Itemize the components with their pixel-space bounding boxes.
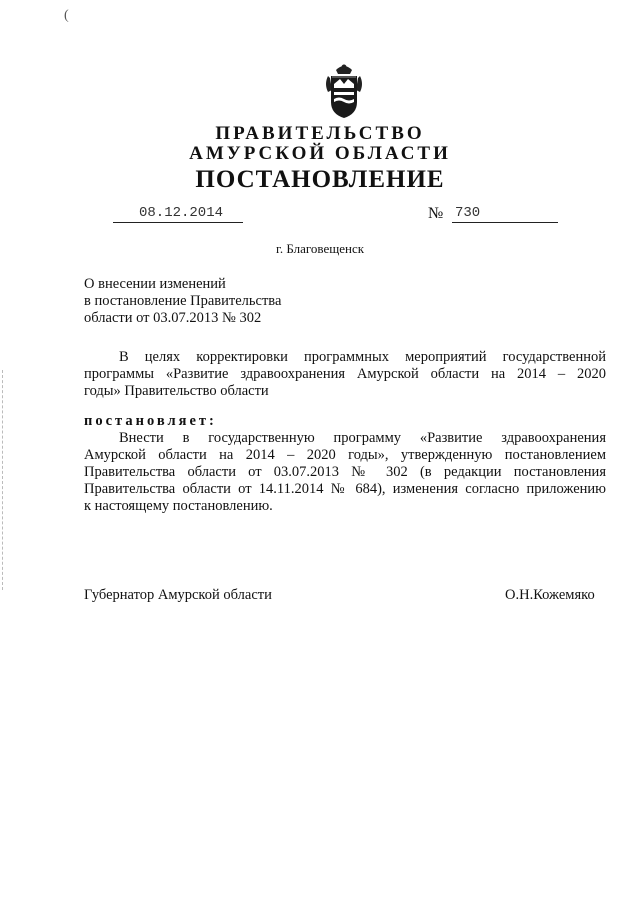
government-name-line1: ПРАВИТЕЛЬСТВО [215, 123, 425, 144]
decision-line: к настоящему постановлению. [84, 498, 273, 514]
document-number: 730 [452, 205, 558, 223]
government-name-line2: АМУРСКОЙ ОБЛАСТИ [189, 143, 451, 164]
city-label: г. Благовещенск [275, 241, 365, 256]
subject-line: области от 03.07.2013 № 302 [84, 310, 262, 326]
preamble-line: В целях корректировки программных мероприятий государственной [119, 349, 606, 365]
document-type-title: ПОСТАНОВЛЕНИЕ [195, 166, 445, 193]
decision-line: Внести в государственную программу «Развитие здравоохранения [119, 430, 606, 446]
signatory-name: О.Н.Кожемяко [505, 587, 595, 603]
decision-line: Правительства области от 14.11.2014 № 684), изменения согласно приложению [84, 481, 606, 497]
number-sign: № [428, 205, 444, 222]
decision-paragraph [84, 430, 606, 515]
signatory-position: Губернатор Амурской области [84, 587, 272, 603]
preamble-line: программы «Развитие здравоохранения Амурской области на 2014 – 2020 [84, 366, 606, 382]
decision-line: Правительства области от 03.07.2013 № 302 (в редакции постановления [84, 464, 606, 480]
document-subject [84, 276, 281, 327]
document-date: 08.12.2014 [113, 205, 243, 223]
coat-of-arms-icon [322, 62, 366, 120]
decree-word: постановляет: [84, 413, 217, 429]
preamble-line: годы» Правительство области [84, 383, 269, 399]
subject-line: в постановление Правительства [84, 293, 282, 309]
corner-mark: ( [64, 8, 69, 23]
decision-line: Амурской области на 2014 – 2020 годы», утвержденную постановлением [84, 447, 606, 463]
scan-edge-marks [2, 370, 6, 590]
subject-line: О внесении изменений [84, 276, 226, 292]
preamble-paragraph [84, 349, 606, 400]
